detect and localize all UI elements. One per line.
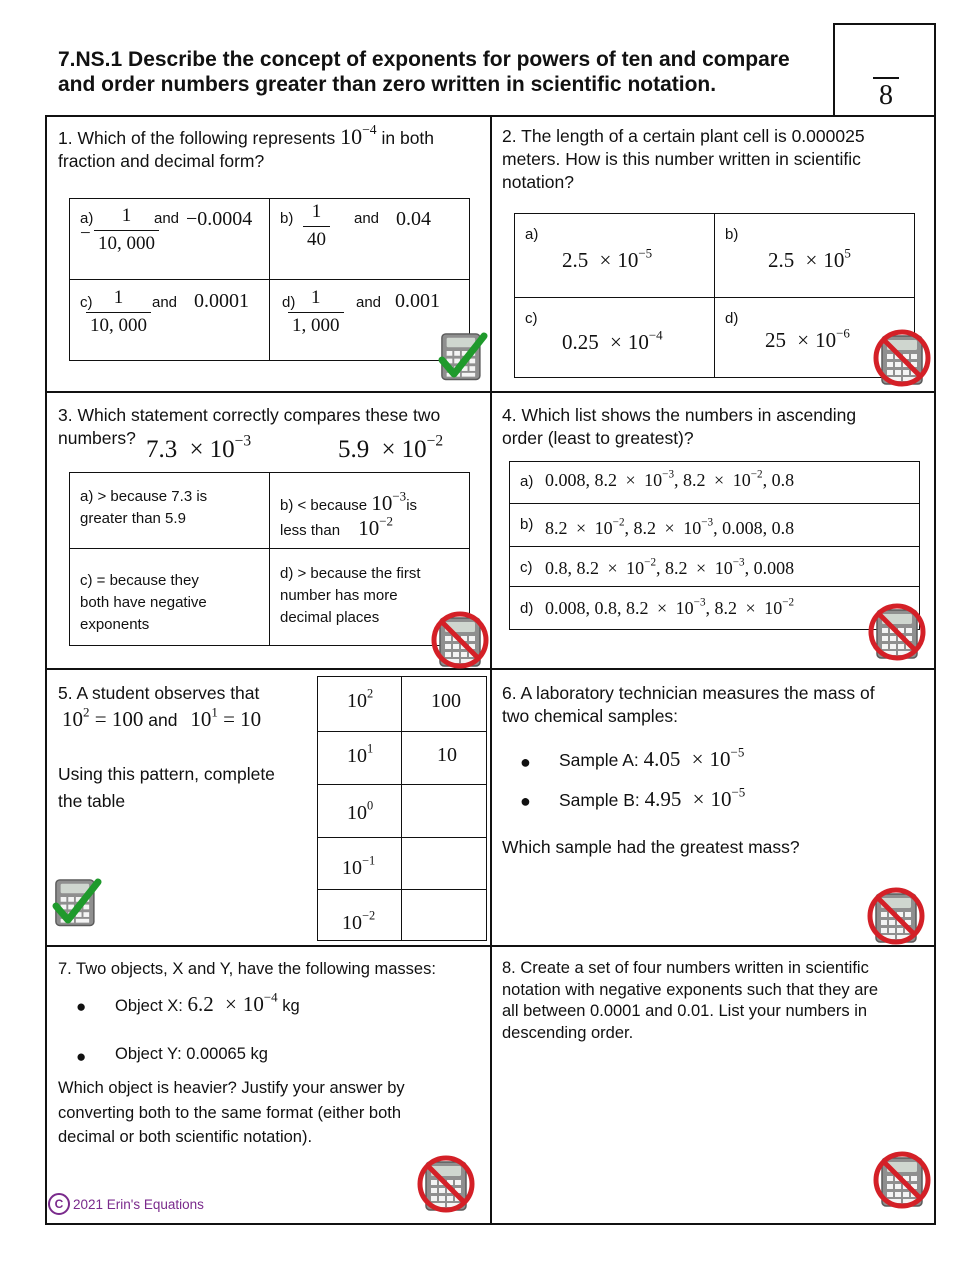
q4-c-label: c) bbox=[520, 559, 533, 576]
q4-b-label: b) bbox=[520, 516, 534, 533]
q1-a-neg: − bbox=[80, 223, 91, 244]
q1-d-numerator: 1 bbox=[288, 288, 344, 313]
q5-prompt-line1: 5. A student observes that bbox=[58, 683, 260, 703]
q3-number-1: $7.3 \times 10^{-3}$ bbox=[146, 432, 252, 463]
q7-object-x: Object X: $6.2 \times 10^{-4}$ kg bbox=[115, 989, 300, 1016]
q2-b-label: b) bbox=[725, 226, 739, 243]
q4-prompt bbox=[502, 404, 927, 450]
q1-c-and: and bbox=[152, 294, 178, 311]
q3-number-2: $5.9 \times 10^{-2}$ bbox=[338, 432, 444, 463]
q5-example: $10^2 = 100$ and $10^1 = 10$ bbox=[62, 704, 262, 731]
q1-d-denominator: 1, 000 bbox=[292, 314, 340, 336]
q7-question: Which object is heavier? Justify your answer by converting both to the same format (either both decimal or both scientific notation). bbox=[58, 1079, 405, 1146]
q3-a-text: a) > because 7.3 is greater than 5.9 bbox=[80, 488, 208, 527]
q1-c-numerator: 1 bbox=[86, 288, 151, 313]
score-total: 8 bbox=[879, 80, 893, 111]
q2-a-value: $2.5 \times 10^{-5}$ bbox=[562, 245, 653, 272]
no-calculator-icon bbox=[866, 886, 926, 946]
standard-title-line2: and order numbers greater than zero written in scientific notation. bbox=[58, 73, 717, 96]
q2-c-label: c) bbox=[525, 310, 538, 327]
q1-b-label: b) bbox=[280, 210, 294, 227]
copyright-circle-icon: C bbox=[48, 1193, 70, 1215]
q2-line2: meters. How is this number written in scientific bbox=[502, 149, 861, 169]
q1-b-denominator: 40 bbox=[307, 228, 326, 250]
q2-d-label: d) bbox=[725, 310, 739, 327]
q1-text-after: in both bbox=[381, 128, 435, 148]
q2-line3: notation? bbox=[502, 172, 575, 192]
q7-bullet-y: ● bbox=[76, 1047, 87, 1066]
q3-b-text-2: less than $10^{-2}$ bbox=[280, 513, 394, 540]
q3-c-text: c) = because they both have negative exponents bbox=[80, 572, 207, 633]
q1-b-decimal: 0.04 bbox=[396, 208, 431, 230]
q2-c-value: $0.25 \times 10^{-4}$ bbox=[562, 327, 663, 354]
q4-line2: order (least to greatest)? bbox=[502, 428, 694, 448]
score-blank-line bbox=[873, 77, 899, 79]
grid-divider-row2 bbox=[45, 668, 936, 670]
q3-line1: 3. Which statement correctly compares these two bbox=[58, 405, 441, 425]
q1-expr-base: 10 bbox=[340, 124, 363, 149]
q1-a-and: and bbox=[154, 210, 180, 227]
q6-prompt: 6. A laboratory technician measures the mass of two chemical samples: bbox=[502, 683, 875, 726]
q3-d-text: d) > because the first number has more decimal places bbox=[280, 565, 421, 626]
no-calculator-icon bbox=[867, 602, 927, 662]
q5-row1-value: 100 bbox=[431, 690, 461, 712]
q1-a-denominator: 10, 000 bbox=[98, 232, 155, 254]
q1-c-denominator: 10, 000 bbox=[90, 314, 147, 336]
q1-a-decimal: −0.0004 bbox=[186, 208, 253, 230]
q4-d-label: d) bbox=[520, 600, 534, 617]
q7-bullet-x: ● bbox=[76, 997, 87, 1016]
no-calculator-icon bbox=[872, 1150, 932, 1210]
q4-d-list: 0.008, 0.8, $8.2 \times 10^{-3}$, $8.2 \times 10^{-2}$ bbox=[545, 596, 795, 618]
q8-answer-area[interactable] bbox=[500, 1050, 925, 1150]
q7-object-y: Object Y: 0.00065 kg bbox=[115, 1045, 268, 1063]
q6-sample-b: Sample B: $4.95 \times 10^{-5}$ bbox=[559, 784, 746, 811]
q1-prompt bbox=[58, 121, 483, 173]
q1-d-and: and bbox=[356, 294, 382, 311]
q1-d-decimal: 0.001 bbox=[395, 290, 440, 312]
q5-instructions: Using this pattern, complete the table bbox=[58, 764, 275, 811]
q2-prompt bbox=[502, 125, 927, 194]
q1-text-before: 1. Which of the following represents bbox=[58, 128, 336, 148]
grid-divider-vertical bbox=[490, 115, 492, 1225]
q1-b-numerator: 1 bbox=[303, 202, 330, 227]
q4-a-label: a) bbox=[520, 473, 534, 490]
standard-title bbox=[58, 47, 838, 97]
q4-c-list: 0.8, $8.2 \times 10^{-2}$, $8.2 \times 10^{-3}$, 0.008 bbox=[545, 556, 795, 578]
q6-question: Which sample had the greatest mass? bbox=[502, 837, 800, 857]
q3-line2: numbers? bbox=[58, 428, 136, 448]
q6-bullet-b: ● bbox=[520, 791, 531, 811]
q5-row4-answer-input[interactable] bbox=[402, 837, 486, 889]
q2-line1: 2. The length of a certain plant cell is 0.000025 bbox=[502, 126, 865, 146]
no-calculator-icon bbox=[430, 610, 490, 670]
q1-c-decimal: 0.0001 bbox=[194, 290, 249, 312]
q5-row3-answer-input[interactable] bbox=[402, 784, 486, 836]
q5-row3-power: $10^0$ bbox=[347, 798, 374, 824]
q6-bullet-a: ● bbox=[520, 752, 531, 772]
calculator-allowed-icon bbox=[438, 330, 490, 384]
q4-line1: 4. Which list shows the numbers in ascending bbox=[502, 405, 857, 425]
calculator-allowed-icon bbox=[52, 876, 104, 930]
q5-row4-power: $10^{-1}$ bbox=[342, 853, 376, 879]
score-box[interactable] bbox=[833, 23, 936, 117]
q6-sample-a: Sample A: $4.05 \times 10^{-5}$ bbox=[559, 744, 745, 771]
q7-prompt-line1: 7. Two objects, X and Y, have the following masses: bbox=[58, 960, 436, 978]
q1-a-numerator: 1 bbox=[94, 206, 159, 231]
q1-a-label: a) bbox=[80, 210, 94, 227]
q3-b-text: b) < because $10^{-3}is$ bbox=[280, 488, 418, 515]
q4-b-list: $8.2 \times 10^{-2}$, $8.2 \times 10^{-3}$, 0.008, 0.8 bbox=[545, 516, 795, 538]
q5-row2-power: $10^1$ bbox=[347, 741, 374, 767]
q1-b-and: and bbox=[354, 210, 380, 227]
no-calculator-icon bbox=[872, 328, 932, 388]
q1-d-label: d) bbox=[282, 294, 296, 311]
q2-b-value: $2.5 \times 10^5$ bbox=[768, 245, 851, 272]
q5-row1-power: $10^2$ bbox=[347, 686, 374, 712]
q1-c-label: c) bbox=[80, 294, 93, 311]
q1-line2: fraction and decimal form? bbox=[58, 151, 265, 171]
copyright-text: 2021 Erin's Equations bbox=[73, 1196, 204, 1212]
q2-a-label: a) bbox=[525, 226, 539, 243]
grid-divider-row1 bbox=[45, 391, 936, 393]
q5-row5-power: $10^{-2}$ bbox=[342, 908, 376, 934]
no-calculator-icon bbox=[416, 1154, 476, 1214]
grid-divider-row3 bbox=[45, 945, 936, 947]
copyright bbox=[48, 1193, 204, 1215]
q5-row5-answer-input[interactable] bbox=[402, 889, 486, 941]
q8-prompt: 8. Create a set of four numbers written in scientific notation with negative exponents such that they are all between 0.0001 and 0.01. List your numbers in descending order. bbox=[502, 959, 879, 1042]
standard-title-line1: 7.NS.1 Describe the concept of exponents for powers of ten and compare bbox=[58, 48, 790, 71]
q5-row2-value: 10 bbox=[437, 744, 457, 766]
q2-d-value: $25 \times 10^{-6}$ bbox=[765, 325, 850, 352]
q1-expr-exp: −4 bbox=[362, 121, 377, 137]
q4-a-list: 0.008, $8.2 \times 10^{-3}$, $8.2 \times 10^{-2}$, 0.8 bbox=[545, 468, 795, 490]
